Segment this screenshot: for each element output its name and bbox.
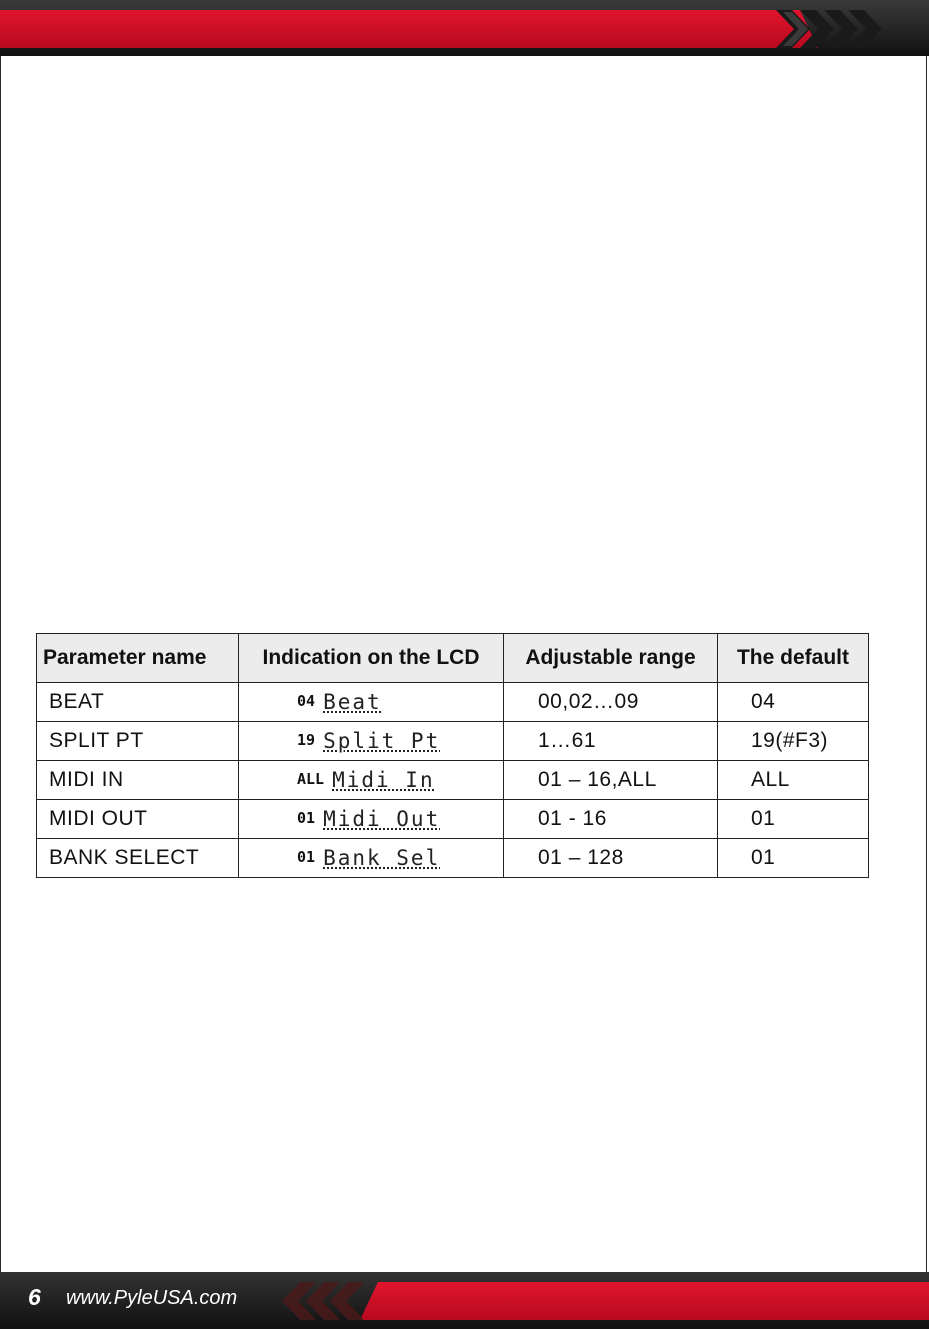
- adjustable-range: 01 – 128: [504, 839, 718, 878]
- adjustable-range: 00,02…09: [504, 683, 718, 722]
- lcd-indication: [239, 683, 504, 722]
- default-value: 04: [718, 683, 869, 722]
- lcd-indication: [239, 761, 504, 800]
- lcd-text: Split Pt: [323, 728, 441, 753]
- lcd-number: 19: [297, 730, 316, 749]
- default-value: ALL: [718, 761, 869, 800]
- adjustable-range: 1…61: [504, 722, 718, 761]
- lcd-text: Midi In: [332, 767, 435, 792]
- lcd-number: 01: [297, 808, 316, 827]
- param-name: MIDI IN: [37, 761, 239, 800]
- param-name: SPLIT PT: [37, 722, 239, 761]
- parameter-table: [36, 633, 869, 878]
- param-name: BANK SELECT: [37, 839, 239, 878]
- lcd-text: Midi Out: [323, 806, 441, 831]
- header-band: [0, 0, 929, 56]
- default-value: 19(#F3): [718, 722, 869, 761]
- website-link[interactable]: www.PyleUSA.com: [66, 1287, 238, 1309]
- table-row: [37, 722, 869, 761]
- table-header-row: [37, 634, 869, 683]
- header-parameter-name: Parameter name: [37, 634, 239, 683]
- header-lcd-indication: Indication on the LCD: [239, 634, 504, 683]
- table-row: [37, 839, 869, 878]
- adjustable-range: 01 - 16: [504, 800, 718, 839]
- header-adjustable-range: Adjustable range: [504, 634, 718, 683]
- lcd-text: Beat: [323, 689, 382, 714]
- lcd-text: Bank Sel: [323, 845, 441, 870]
- page-number: 6: [28, 1284, 41, 1310]
- lcd-indication: [239, 800, 504, 839]
- lcd-number: ALL: [297, 769, 325, 788]
- param-name: MIDI OUT: [37, 800, 239, 839]
- table-row: [37, 800, 869, 839]
- default-value: 01: [718, 839, 869, 878]
- table-row: [37, 761, 869, 800]
- table-row: [37, 683, 869, 722]
- lcd-number: 01: [297, 847, 316, 866]
- lcd-indication: [239, 839, 504, 878]
- default-value: 01: [718, 800, 869, 839]
- adjustable-range: 01 – 16,ALL: [504, 761, 718, 800]
- lcd-number: 04: [297, 691, 316, 710]
- param-name: BEAT: [37, 683, 239, 722]
- header-default: The default: [718, 634, 869, 683]
- lcd-indication: [239, 722, 504, 761]
